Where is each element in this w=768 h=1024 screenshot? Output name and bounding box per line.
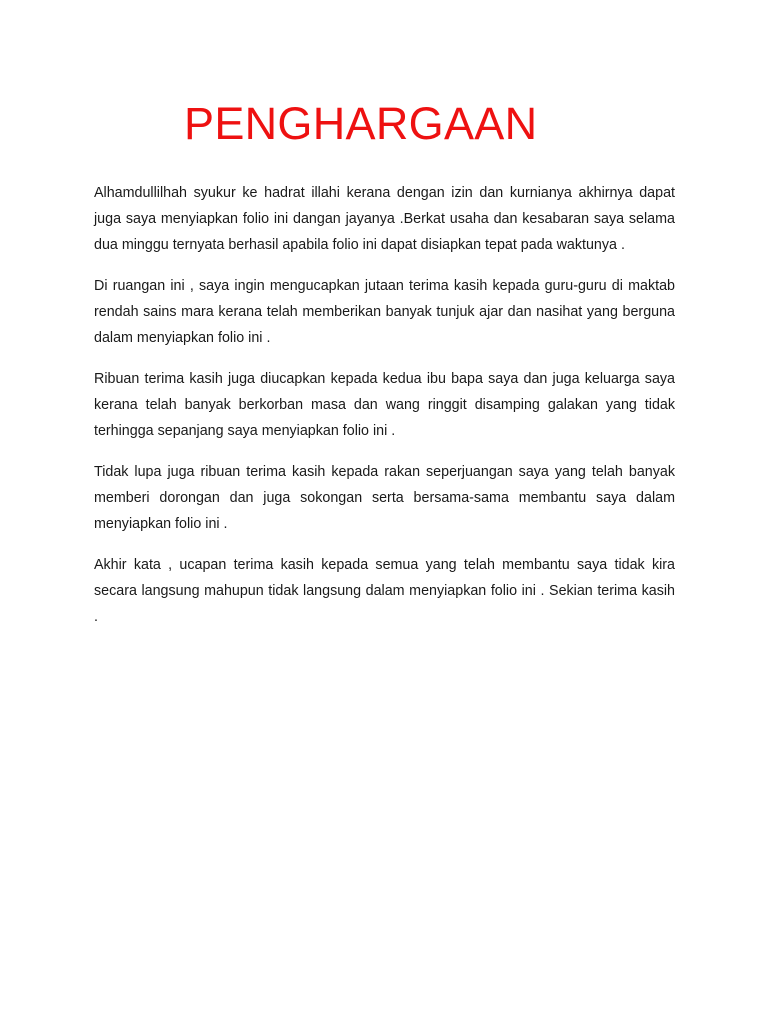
paragraph-4: Tidak lupa juga ribuan terima kasih kepada rakan seperjuangan saya yang telah banyak memberi dorongan dan juga sokongan serta bersama-sama membantu saya dalam menyiapkan folio ini . <box>94 464 675 532</box>
document-body <box>94 180 675 645</box>
paragraph-2: Di ruangan ini , saya ingin mengucapkan jutaan terima kasih kepada guru-guru di maktab rendah sains mara kerana telah memberikan banyak tunjuk ajar dan nasihat yang berguna dalam menyiapkan folio ini . <box>94 278 675 346</box>
paragraph-5: Akhir kata , ucapan terima kasih kepada semua yang telah membantu saya tidak kira secara langsung mahupun tidak langsung dalam menyiapkan folio ini . Sekian terima kasih . <box>94 557 675 625</box>
paragraph-1: Alhamdullilhah syukur ke hadrat illahi kerana dengan izin dan kurnianya akhirnya dapat juga saya menyiapkan folio ini dangan jayanya .Berkat usaha dan kesabaran saya selama dua minggu ternyata berhasil apabila folio ini dapat disiapkan tepat pada waktunya . <box>94 185 675 253</box>
page-title: PENGHARGAAN <box>184 98 538 149</box>
paragraph-3: Ribuan terima kasih juga diucapkan kepada kedua ibu bapa saya dan juga keluarga saya kerana telah banyak berkorban masa dan wang ringgit disamping galakan yang tidak terhingga sepanjang saya menyiapkan folio ini . <box>94 371 675 439</box>
